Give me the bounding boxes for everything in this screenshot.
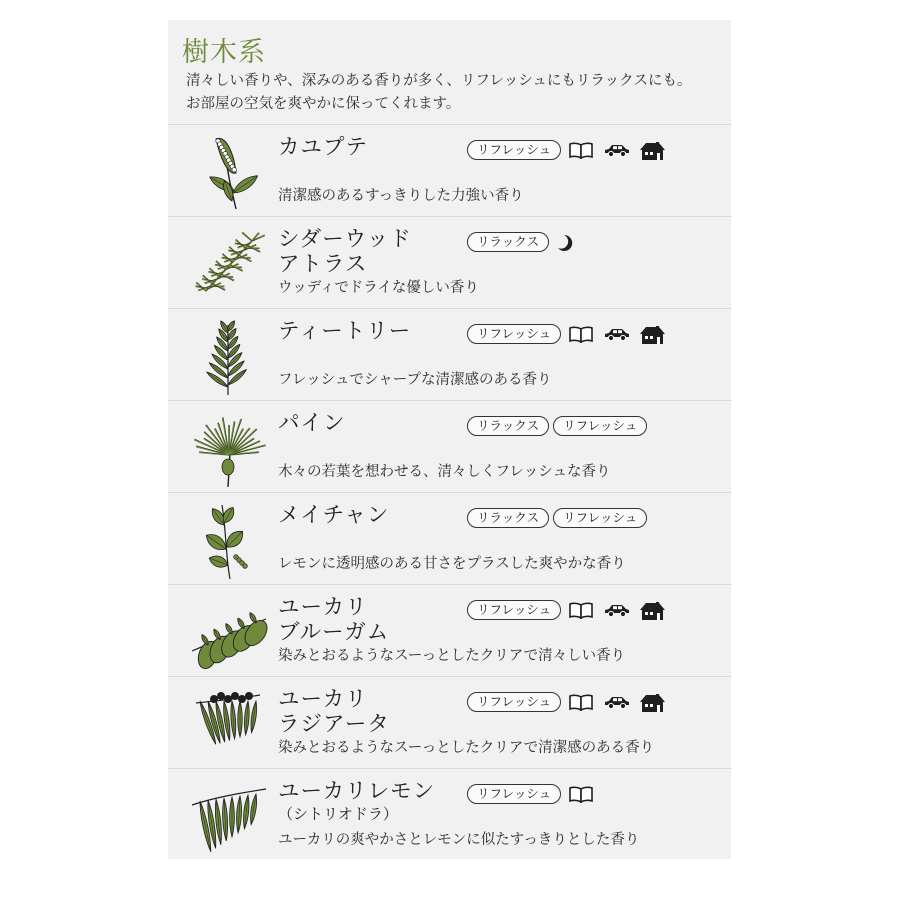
moon-icon [556,233,584,251]
effect-tag: リラックス [467,232,549,252]
oil-description: ウッディでドライな優しい香り [278,280,479,296]
oil-name-line2: （シトリオドラ） [278,805,398,823]
pine-illustration [186,407,270,487]
bluegum-illustration [186,591,270,671]
oil-name [278,779,435,824]
effect-tags [467,508,647,528]
teatree-illustration [186,315,270,395]
oil-name-line1: ユーカリ [278,687,368,712]
oil-name-line1: パイン [278,411,346,436]
book-icon [568,141,596,159]
house-icon [638,141,666,159]
oil-row [168,124,731,217]
cedar-illustration [186,223,270,303]
house-icon [638,601,666,619]
effect-tag: リフレッシュ [467,600,561,620]
maychang-illustration [186,499,270,579]
effect-tags [467,692,666,712]
effect-tag: リラックス [467,508,549,528]
oil-name-line2: アトラス [278,252,368,277]
oil-description: 染みとおるようなスーっとしたクリアで清々しい香り [278,648,626,664]
oil-name-line2: ラジアータ [278,712,390,737]
oil-description: 清潔感のあるすっきりした力強い香り [278,188,524,204]
section-title: 樹木系 [182,37,266,68]
oil-description: ユーカリの爽やかさとレモンに似たすっきりとした香り [278,832,640,848]
section-intro [186,70,731,116]
intro-line: 清々しい香りや、深みのある香りが多く、リフレッシュにもリラックスにも。 [186,73,692,89]
oil-row [168,400,731,493]
effect-tags [467,416,647,436]
car-icon [603,601,631,619]
effect-tag: リフレッシュ [467,784,561,804]
oil-description: 染みとおるようなスーっとしたクリアで清潔感のある香り [278,740,655,756]
effect-tags [467,232,584,252]
oil-name-line1: メイチャン [278,503,390,528]
aroma-panel [168,20,731,859]
cajeput-illustration [186,131,270,211]
oil-name-line1: ティートリー [278,319,412,344]
car-icon [603,693,631,711]
effect-tag: リフレッシュ [467,324,561,344]
oil-row [168,768,731,861]
book-icon [568,693,596,711]
effect-tags [467,140,666,160]
house-icon [638,325,666,343]
oil-description: フレッシュでシャープな清潔感のある香り [278,372,552,388]
effect-tags [467,324,666,344]
citriodora-illustration [186,775,270,855]
oil-name-line1: ユーカリレモン [278,779,436,804]
house-icon [638,693,666,711]
effect-tags [467,784,596,804]
section-header [168,20,731,124]
oil-name-line1: シダーウッド [278,227,412,252]
oil-name [278,227,412,277]
oil-name [278,687,390,737]
effect-tag: リフレッシュ [553,416,647,436]
oil-row [168,584,731,677]
effect-tag: リラックス [467,416,549,436]
oil-name-line2: ブルーガム [278,620,390,645]
car-icon [603,325,631,343]
intro-line: お部屋の空気を爽やかに保ってくれます。 [186,96,461,112]
oil-name [278,135,368,160]
car-icon [603,141,631,159]
effect-tag: リフレッシュ [467,140,561,160]
oil-row [168,216,731,309]
oil-name-line1: カユプテ [278,135,369,160]
effect-tag: リフレッシュ [553,508,647,528]
radiata-illustration [186,683,270,763]
effect-tag: リフレッシュ [467,692,561,712]
oil-name [278,595,389,645]
book-icon [568,601,596,619]
oil-row [168,492,731,585]
book-icon [568,325,596,343]
oil-description: レモンに透明感のある甘さをプラスした爽やかな香り [278,556,626,572]
book-icon [568,785,596,803]
oil-row [168,308,731,401]
oil-name [278,503,389,528]
effect-tags [467,600,666,620]
oil-name [278,319,411,344]
oil-row [168,676,731,769]
oil-name [278,411,346,436]
oil-description: 木々の若葉を想わせる、清々しくフレッシュな香り [278,464,611,480]
oil-name-line1: ユーカリ [278,595,368,620]
